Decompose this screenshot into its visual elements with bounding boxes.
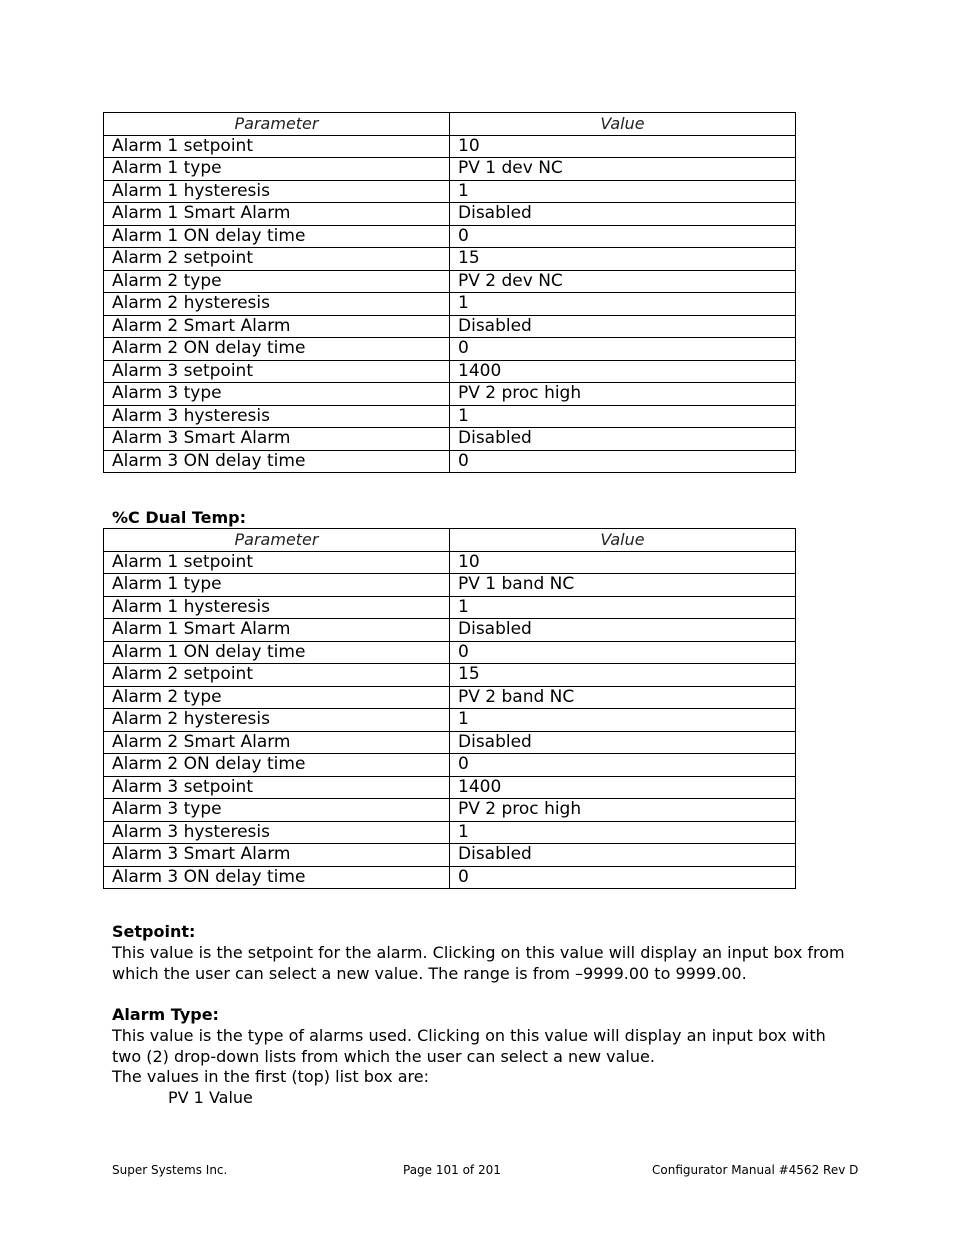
list-item: PV 1 Value — [168, 1088, 253, 1107]
value-cell: 1400 — [450, 776, 796, 799]
value-cell: Disabled — [450, 731, 796, 754]
parameter-cell: Alarm 1 ON delay time — [104, 641, 450, 664]
table-header-row — [104, 113, 796, 136]
footer-manual-title: Configurator Manual #4562 Rev D — [652, 1163, 859, 1177]
table-header-row — [104, 529, 796, 552]
value-cell: PV 1 band NC — [450, 574, 796, 597]
value-cell: 1 — [450, 405, 796, 428]
parameter-cell: Alarm 2 setpoint — [104, 664, 450, 687]
alarm-type-heading: Alarm Type: — [112, 1005, 219, 1024]
table-row — [104, 270, 796, 293]
table-row — [104, 776, 796, 799]
table-row — [104, 664, 796, 687]
parameter-cell: Alarm 3 setpoint — [104, 776, 450, 799]
value-cell: 1400 — [450, 360, 796, 383]
alarm-parameter-table-2 — [103, 528, 796, 889]
parameter-column-header: Parameter — [104, 529, 450, 552]
parameter-cell: Alarm 1 type — [104, 574, 450, 597]
parameter-cell: Alarm 1 ON delay time — [104, 225, 450, 248]
table-row — [104, 338, 796, 361]
table-row — [104, 799, 796, 822]
parameter-cell: Alarm 1 setpoint — [104, 551, 450, 574]
parameter-cell: Alarm 3 hysteresis — [104, 405, 450, 428]
table-row — [104, 225, 796, 248]
table-row — [104, 450, 796, 473]
table2-body — [104, 551, 796, 889]
table-row — [104, 203, 796, 226]
parameter-cell: Alarm 2 type — [104, 686, 450, 709]
table1-body — [104, 135, 796, 473]
value-cell: 0 — [450, 338, 796, 361]
parameter-cell: Alarm 2 setpoint — [104, 248, 450, 271]
table-row — [104, 383, 796, 406]
value-cell: PV 2 dev NC — [450, 270, 796, 293]
parameter-cell: Alarm 1 hysteresis — [104, 180, 450, 203]
parameter-cell: Alarm 3 Smart Alarm — [104, 844, 450, 867]
footer-company: Super Systems Inc. — [112, 1163, 228, 1177]
parameter-cell: Alarm 1 type — [104, 158, 450, 181]
list-intro-text: The values in the first (top) list box are: — [112, 1067, 429, 1086]
table-row — [104, 709, 796, 732]
table-row — [104, 405, 796, 428]
value-cell: 10 — [450, 551, 796, 574]
table-row — [104, 844, 796, 867]
value-cell: Disabled — [450, 619, 796, 642]
value-cell: Disabled — [450, 315, 796, 338]
value-cell: 0 — [450, 225, 796, 248]
alarm-type-description: This value is the type of alarms used. Clicking on this value will display an input box with two (2) drop-down lists from which the user can select a new value. — [112, 1026, 826, 1066]
table-row — [104, 315, 796, 338]
setpoint-description: This value is the setpoint for the alarm. Clicking on this value will display an input box from which the user can select a new value. The range is from –9999.00 to 9999.00. — [112, 943, 845, 983]
value-cell: 1 — [450, 596, 796, 619]
value-cell: 0 — [450, 754, 796, 777]
parameter-cell: Alarm 2 hysteresis — [104, 293, 450, 316]
parameter-cell: Alarm 1 Smart Alarm — [104, 203, 450, 226]
value-column-header: Value — [450, 113, 796, 136]
value-cell: 0 — [450, 641, 796, 664]
parameter-cell: Alarm 3 type — [104, 383, 450, 406]
table-row — [104, 641, 796, 664]
value-cell: PV 2 proc high — [450, 799, 796, 822]
parameter-cell: Alarm 3 Smart Alarm — [104, 428, 450, 451]
parameter-cell: Alarm 2 ON delay time — [104, 338, 450, 361]
table-row — [104, 158, 796, 181]
table-row — [104, 731, 796, 754]
value-cell: PV 2 proc high — [450, 383, 796, 406]
table-row — [104, 619, 796, 642]
section-heading-dual-temp: %C Dual Temp: — [112, 508, 247, 527]
value-cell: 0 — [450, 450, 796, 473]
value-cell: PV 2 band NC — [450, 686, 796, 709]
table-row — [104, 248, 796, 271]
parameter-cell: Alarm 3 setpoint — [104, 360, 450, 383]
value-cell: 10 — [450, 135, 796, 158]
table-row — [104, 428, 796, 451]
setpoint-heading: Setpoint: — [112, 922, 196, 941]
table-row — [104, 866, 796, 889]
table-row — [104, 596, 796, 619]
value-column-header: Value — [450, 529, 796, 552]
parameter-cell: Alarm 3 ON delay time — [104, 866, 450, 889]
parameter-cell: Alarm 2 type — [104, 270, 450, 293]
value-cell: 1 — [450, 293, 796, 316]
table-row — [104, 180, 796, 203]
table-row — [104, 574, 796, 597]
parameter-cell: Alarm 2 hysteresis — [104, 709, 450, 732]
parameter-column-header: Parameter — [104, 113, 450, 136]
parameter-cell: Alarm 3 hysteresis — [104, 821, 450, 844]
parameter-cell: Alarm 3 ON delay time — [104, 450, 450, 473]
table-row — [104, 686, 796, 709]
parameter-cell: Alarm 1 hysteresis — [104, 596, 450, 619]
table-row — [104, 293, 796, 316]
parameter-cell: Alarm 1 Smart Alarm — [104, 619, 450, 642]
table-row — [104, 551, 796, 574]
table-row — [104, 821, 796, 844]
value-cell: 0 — [450, 866, 796, 889]
parameter-cell: Alarm 3 type — [104, 799, 450, 822]
table-row — [104, 754, 796, 777]
value-cell: 1 — [450, 709, 796, 732]
value-cell: 1 — [450, 180, 796, 203]
value-cell: 15 — [450, 248, 796, 271]
table-row — [104, 135, 796, 158]
parameter-cell: Alarm 2 ON delay time — [104, 754, 450, 777]
value-cell: Disabled — [450, 203, 796, 226]
table-row — [104, 360, 796, 383]
footer-page-number: Page 101 of 201 — [403, 1163, 501, 1177]
value-cell: 1 — [450, 821, 796, 844]
parameter-cell: Alarm 2 Smart Alarm — [104, 731, 450, 754]
value-cell: 15 — [450, 664, 796, 687]
value-cell: Disabled — [450, 428, 796, 451]
value-cell: PV 1 dev NC — [450, 158, 796, 181]
parameter-cell: Alarm 2 Smart Alarm — [104, 315, 450, 338]
parameter-cell: Alarm 1 setpoint — [104, 135, 450, 158]
value-cell: Disabled — [450, 844, 796, 867]
alarm-parameter-table-1 — [103, 112, 796, 473]
